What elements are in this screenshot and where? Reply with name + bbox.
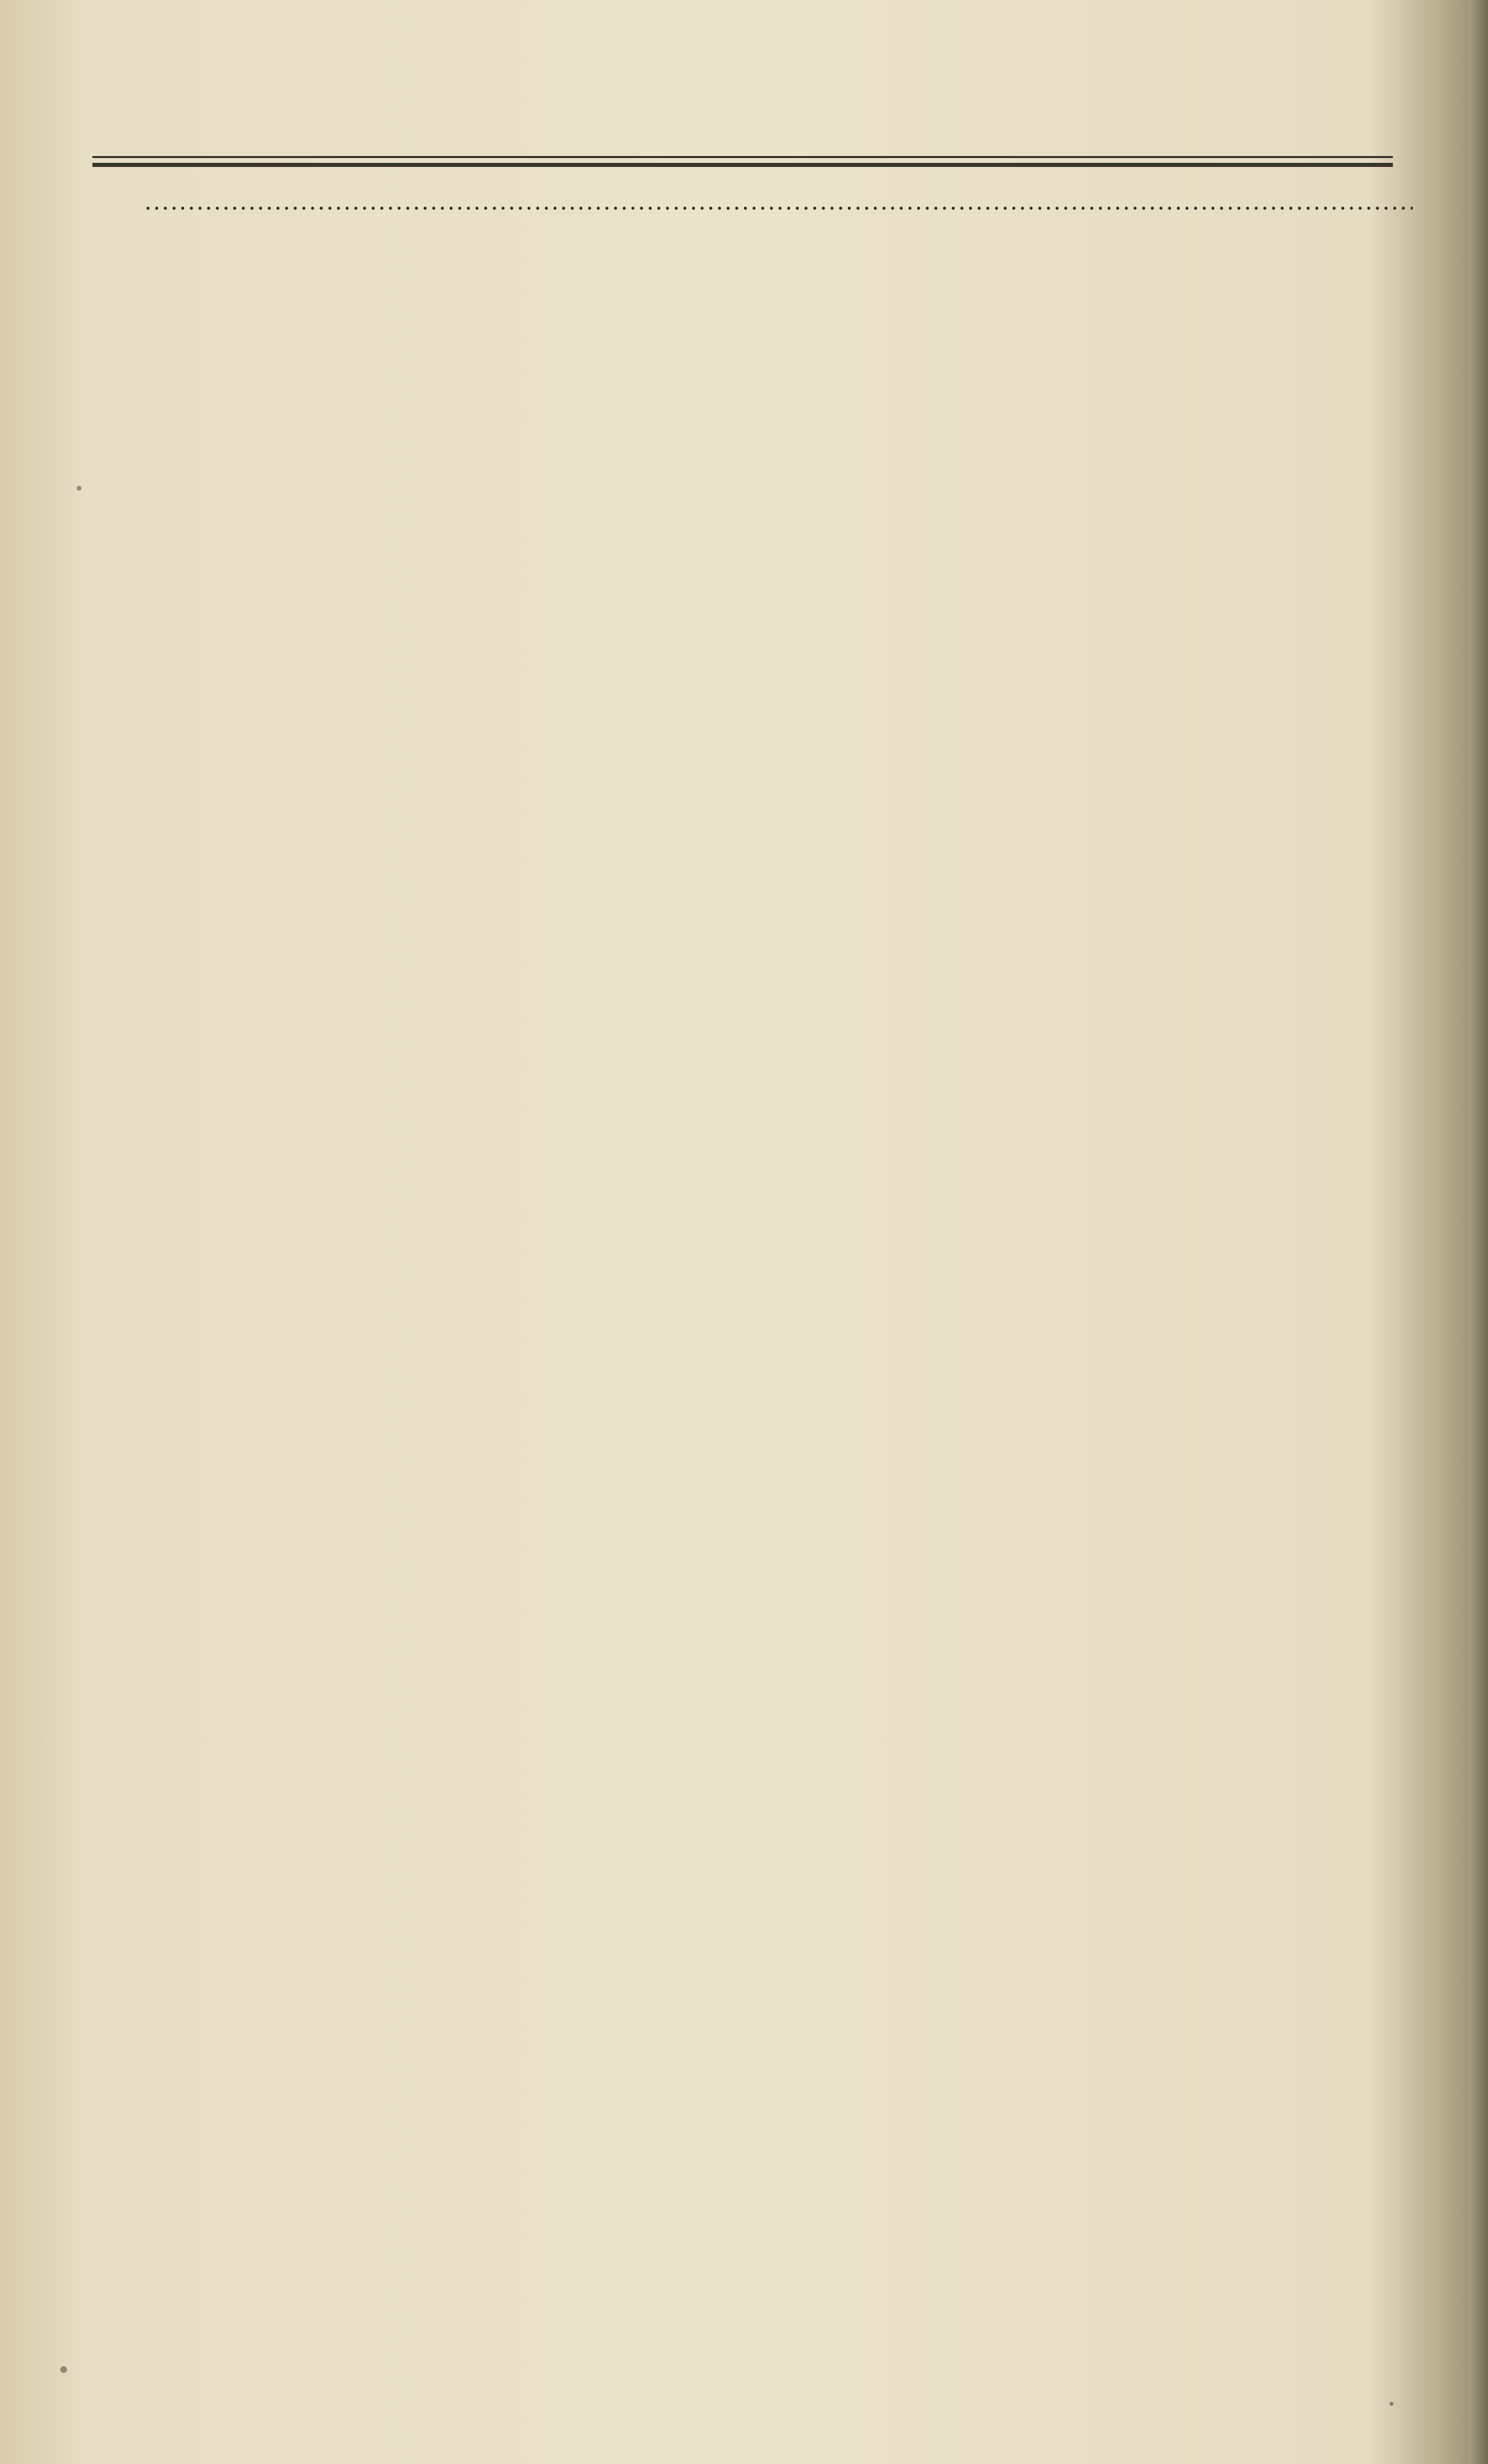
binding-shadow (1469, 0, 1488, 2464)
paper-speck (77, 486, 81, 491)
paper-speck (60, 2366, 67, 2373)
header-rule-thick (92, 163, 1393, 167)
supply-item (86, 188, 1417, 216)
paper-speck (1389, 2402, 1394, 2406)
journal-body (86, 188, 1417, 240)
header-rule-thin (92, 156, 1393, 158)
leader-dots (144, 188, 1413, 216)
